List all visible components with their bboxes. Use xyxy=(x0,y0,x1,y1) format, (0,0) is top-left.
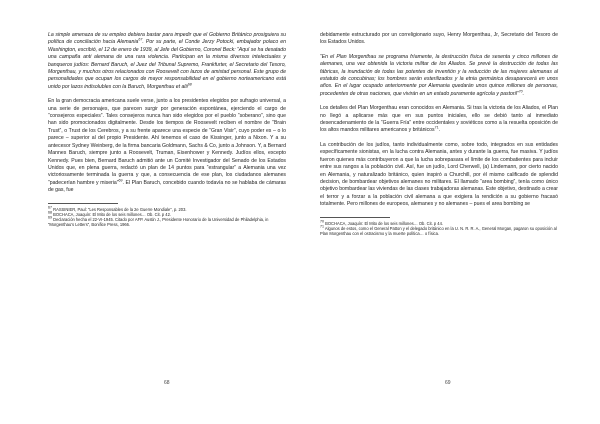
footnote-ref: 68 xyxy=(187,82,192,87)
body-paragraph: En la gran democracia americana suele verse, junto a los presidentes elegidos por sufragio universal, a una serie de personajes, que parecen surgir por generación espontánea, ejerciendo el cargo de “consejeros especiales”. Tales consejeros nunca han sido elegidos por el pueblo “soberano”, sino que han sido promocionados digitalmente. Desde los tiempos de Roosevelt reciben el nombre de “Brain Trust”, o Trust de los Cerebros, y a su frente aparece una especie de “Gran Visir”, cuyo poder es – o lo parece – superior al del propio Presidente. Ahí tenemos el caso de Kissinger, junto a Nixon. Y a su antecesor Sydney Weinberg, de la firma bancaria Goldmann, Sachs & Co, junto a Johnson. Y, a Bernard Mannes Baruch, siempre junto a Roosevelt, Truman, Eisenhower y Kennedy. Judíos ellos, excepto Kennedy. Pues bien, Bernard Baruch admitió ante un Comité Investigador del Senado de los Estados Unidos que, en plena guerra, redactó un plan de 14 puntos para “estrangular” a Alemania una vez victoriosamente terminada la guerra y que, a consecuencia de ese plan, los ciudadanos alemanes “padecerían hambre y miseria”$^{69}$. El Plan Baruch, concebido cuando todavía no se hablaba de cámaras de gas, fue xyxy=(48,98,286,194)
quote-paragraph: “En el Plan Morgenthau se programa fríamente, la destrucción física de sesenta y cinco millones de alemanes, una vez obtenida la victoria militar de los Aliados. Se prevé la destrucción de todas las fábricas, la inundación de todas las potentes de inventión y la reducción de las mujeres alemanas al estatuto de concubinas; los hombres serán esterilizados y la etnia germánica desaparecerá en unos años. En el lugar ocupado anteriormente por Alemania quedarán unos quince millones de personas, procedentes de otras naciones, que vivirán en un estado puramente agrícola y pastoril”$^{70}$. xyxy=(320,53,558,97)
footnote: $^{70}$ BOCHACA, Joaquín: El Mito de los seis millones… Ob. Cit. p 44. xyxy=(320,219,443,226)
footnote-divider xyxy=(320,217,390,218)
page-number: 69 xyxy=(445,380,451,386)
body-paragraph: Los detalles del Plan Morgenthau eran conocidos en Alemania. Si tras la victoria de los Aliados, el Plan no llegó a aplicarse más que en sus puntos iniciales, ello se debió tanto al inmediato desencadenamiento de la “Guerra Fría” entre occidentales y soviéticos como a la resuelta oposición de los altos mandos militares americanos y británicos$^{71}$. xyxy=(320,105,558,134)
footnote-ref: 71 xyxy=(434,125,439,130)
footnote-ref: 67 xyxy=(138,37,143,42)
footnote: $^{68}$ BOCHACA, Joaquín: El Mito de los seis millones… Ob. Cit. p 42. xyxy=(48,210,171,217)
right-page xyxy=(320,32,558,236)
body-paragraph: La contribución de los judíos, tanto individualmente como, sobre todo, integrados en sus entidades específicamente sionistas, en la lucha contra Alemania, antes y durante la guerra, fue masiva. Y judíos fueron quienes más contribuyeron a que la lucha sobrepasara el límite de los combatientes para incluir entre sus rangos a la población civil. Así, fue un judío, Lord Cherwell, (a) Lindemann, por cierto nacido en Alemania, y naturalizado británico, quien inspiró a Churchill, por él mismo calificado de splendid decision, de bombardear objetivos alemanes no militares. El llamado “area bombing”, tenía como único objetivo bombardear las viviendas de las clases trabajadoras alemanas. Este objetivo, destinado a crear el terror y a forzar a la población civil alemana a que exigiera la rendición a su gobierno fracasó totalmente. Pero millones de europeos, alemanes y no alemanes – pues el area bombing se xyxy=(320,141,558,208)
footnote: $^{67}$ RASSINIER, Paul: “Les Responsables de la 2e Guerre Mondiale”, p. 203. xyxy=(48,205,187,212)
page-number: 68 xyxy=(164,380,170,386)
left-page xyxy=(48,32,286,228)
footnote-ref: 69 xyxy=(118,178,123,182)
body-paragraph: debidamente estructurado por un correligionario suyo, Henry Morgenthau, Jr, Secretario del Tesoro de los Estados Unidos. xyxy=(320,32,558,46)
footnote: $^{71}$ Algunos de estos, como el General Patton y el delegado británico en la U. N. R. R. A., General Morgan, pagaron su oposición al Plan Morgenthau con el ostracismo y la muerte política… o física. xyxy=(320,224,557,237)
footnote: $^{69}$ Declaración hecha el 22-VI-1945. Citado por AFP. Austin J., Presidente Honorario de la Universidad de Philadelphia, in “Morgenthau’s Letters”, Bonifice Press, 1966. xyxy=(48,215,269,228)
footnote-ref: 70 xyxy=(518,89,523,94)
body-paragraph: La simple amenaza de su empleo debiera bastar para impedir que el Gobierno Británico prosiguiera su política de conciliación hacia Alemania$^{67}$. Por su parte, el Conde Jerzy Potocki, embajador polaco en Washington, escribió, el 12 de enero de 1939, al Jefe del Gobierno, Coronel Beck: “Aquí se ha desatado una campaña anti alemana de una rara violencia. Participan en la misma diversos intelectuales y banqueros judíos: Bernard Baruch, el Juez del Tribunal Supremo, Frankfurter, el Secretario del Tesoro, Morgenthau, y muchos otros relacionados con Roosevelt con lazos de amistad personal. Este grupo de personalidades que ocupan los cargos de mayor responsabilidad en el gobierno norteamericano está unido por lazos indisolubles con la Baruch, Morgenthau et alii$^{68}$ xyxy=(48,32,286,90)
footnote-divider xyxy=(48,203,118,204)
